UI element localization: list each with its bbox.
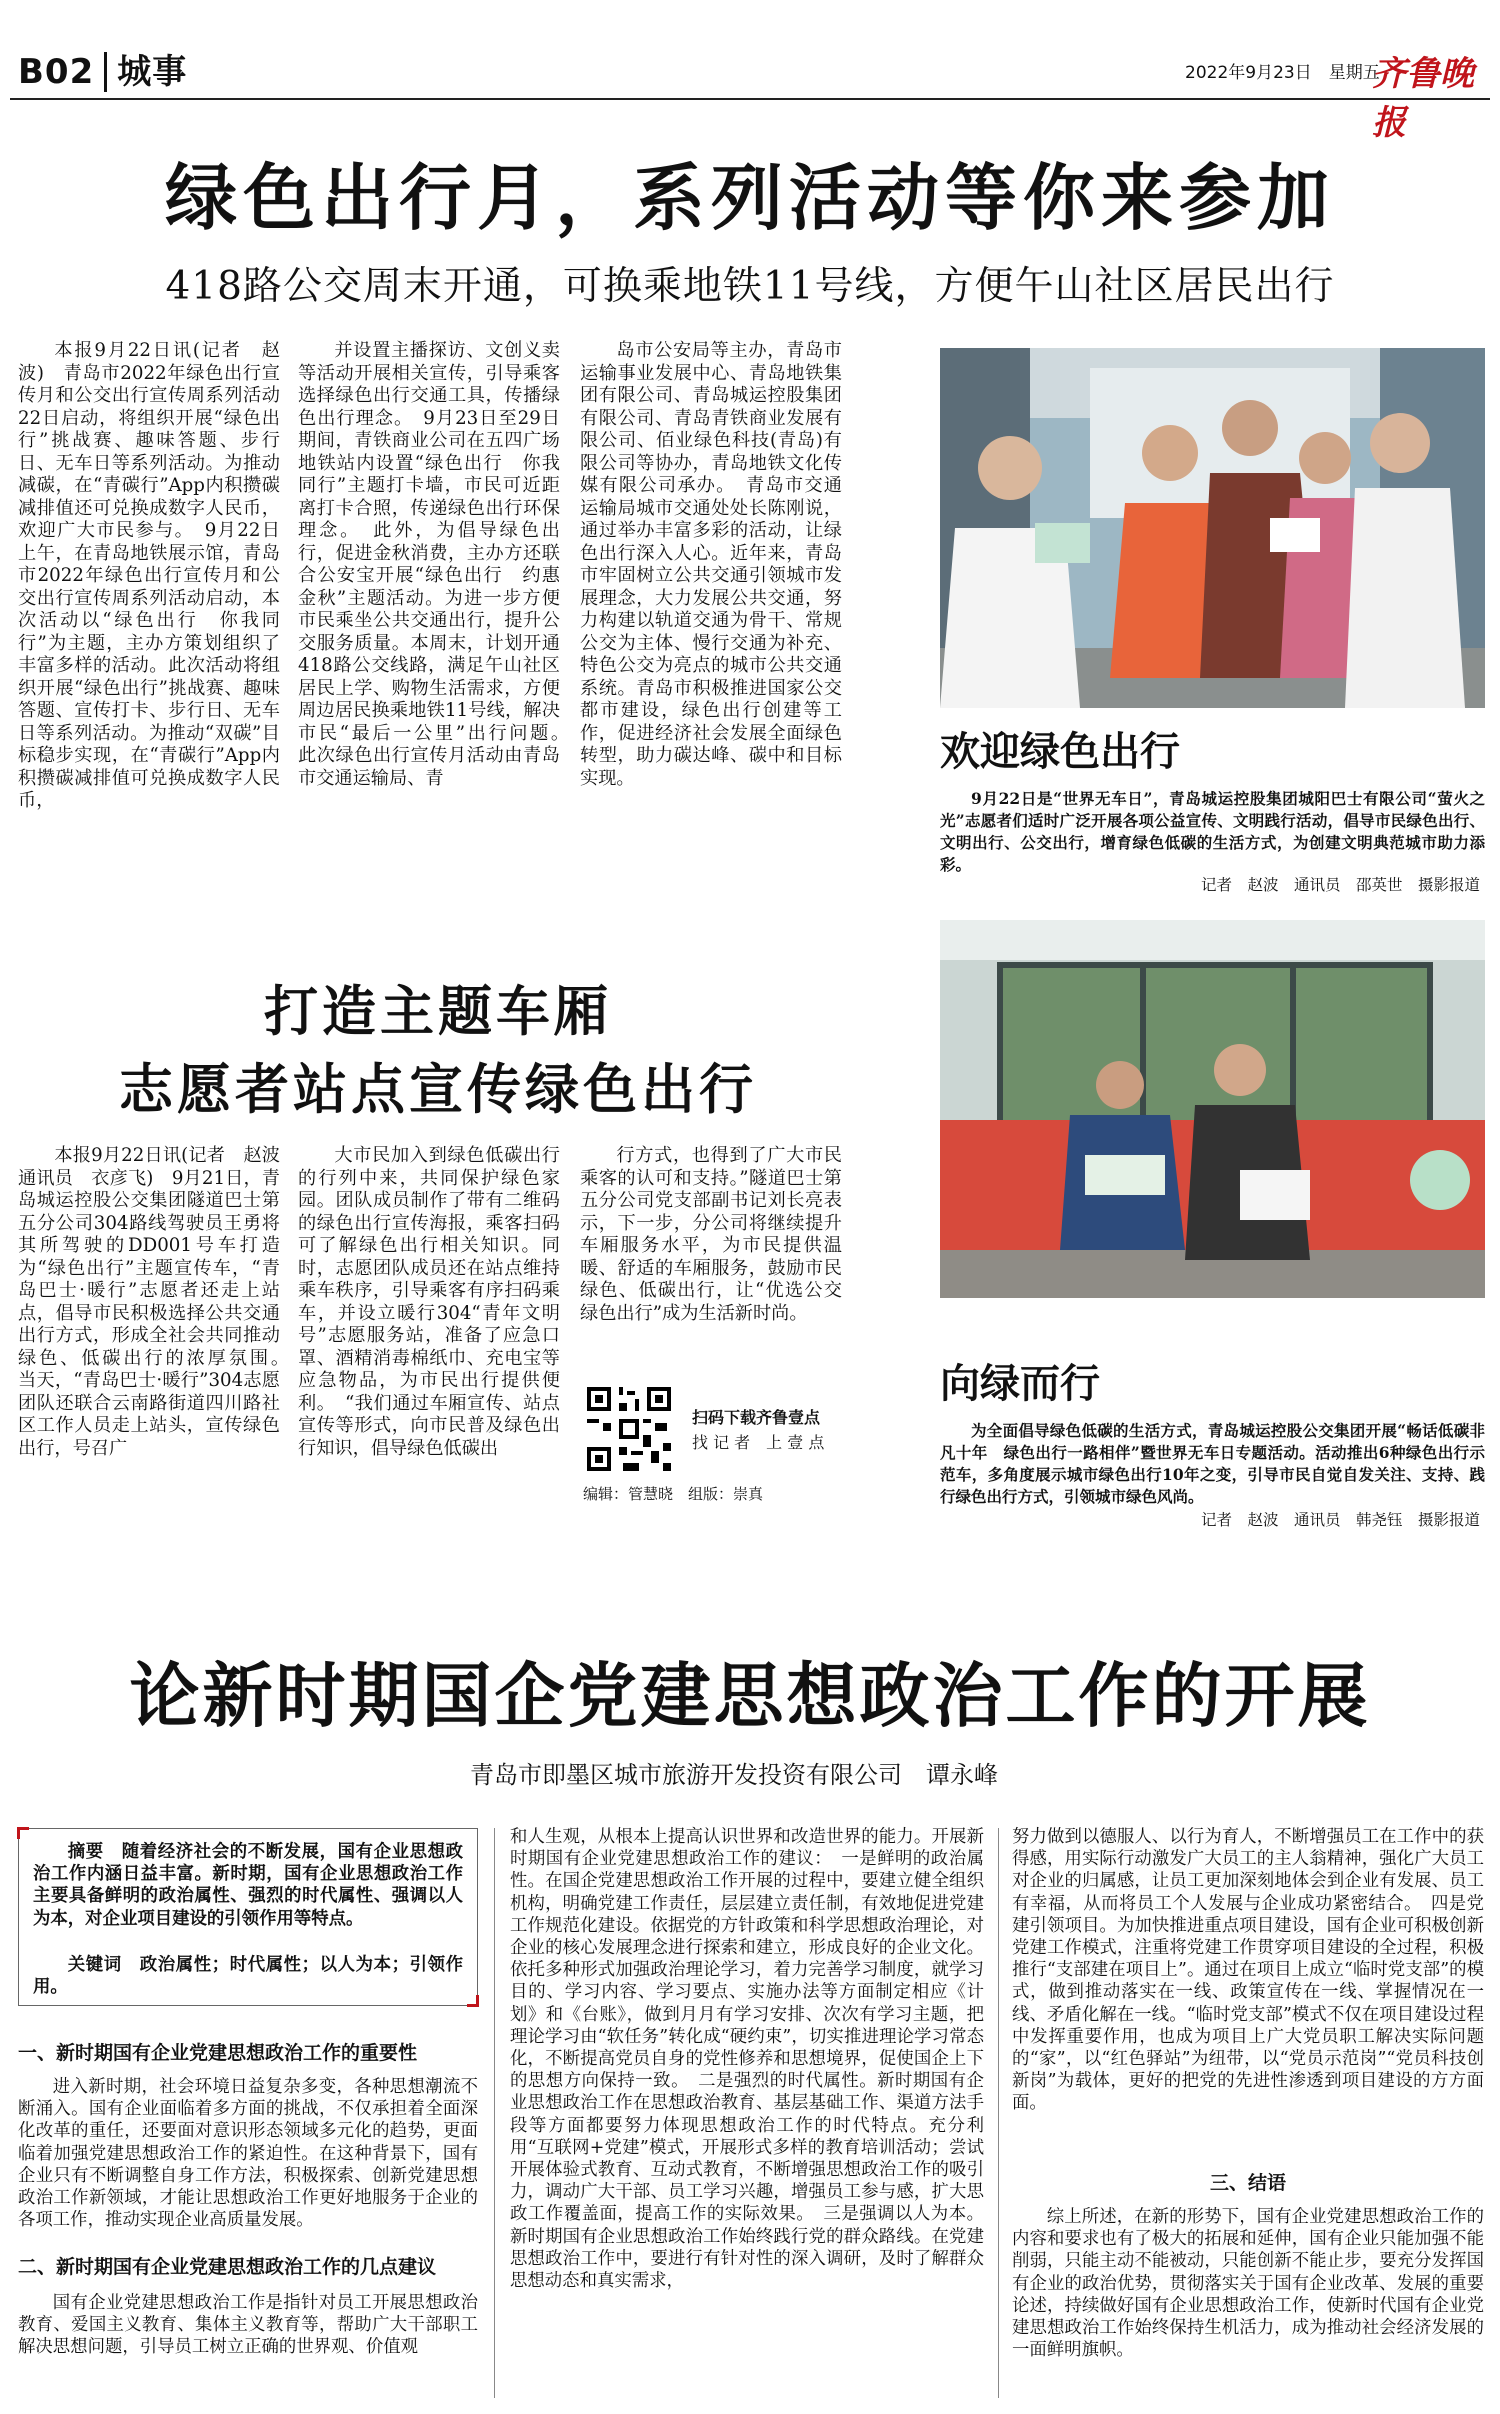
page-number: B02 — [18, 52, 107, 92]
abstract-text: 摘要 随着经济社会的不断发展，国有企业思想政治工作内涵日益丰富。新时期，国有企业思想政治工作主要具备鲜明的政治属性、强烈的时代属性、强调以人为本，对企业项目建设的引领作用等特点。 — [33, 1842, 463, 1929]
header-rule — [10, 98, 1490, 100]
article1-subheadline: 418路公交周末开通，可换乘地铁11号线，方便午山社区居民出行 — [165, 264, 1335, 309]
article3-column-3: 努力做到以德服人、以行为育人，不断增强员工在工作中的获得感，用实际行动激发广大员工的主人翁精神，强化广大员工对企业的归属感，让员工更加深刻地体会到企业有发展、员工有幸福，从而将员工个人发展与企业成功紧密结合。 四是党建引领项目。为加快推进重点项目建设，国有企业可积极创新党建工作模式，注重将党建工作贯穿项目建设的全过程，积极推行“支部建在项目上”。通过在项目上成立“临时党支部”的模式，做到推动落实在一线、政策宣传在一线、掌握情况在一线、矛盾化解在一线。“临时党支部”模式不仅在项目建设过程中发挥重要作用，也成为项目上广大党员职工解决实际问题的“家”，以“红色驿站”为纽带，以“党员示范岗”“党员科技创新岗”为载体，更好的把党的先进性渗透到项目建设的方方面面。 — [1012, 1827, 1484, 2114]
article3-headline: 论新时期国企党建思想政治工作的开展 — [129, 1654, 1371, 1737]
section-heading-2: 二、新时期国有企业党建思想政治工作的几点建议 — [18, 2256, 437, 2278]
article2-headline-line2: 志愿者站点宣传绿色出行 — [119, 1057, 757, 1121]
article1-column-1: 本报9月22日讯(记者 赵波) 青岛市2022年绿色出行宣传月和公交出行宣传周系列活动22日启动，将组织开展“绿色出行”挑战赛、趣味答题、步行日、无车日等系列活动。为推动减碳，在“青碳行”App内积攒碳减排值还可兑换成数字人民币，欢迎广大市民参与。 9月22日上午，在青岛地铁展示馆，青岛市2022年绿色出行宣传月和公交出行宣传周系列活动启动，本次活动以“绿色出行 你我同行”为主题，主办方策划组织了丰富多样的活动。此次活动将组织开展“绿色出行”挑战赛、趣味答题、宣传打卡、步行日、无车日等系列活动。为推动“双碳”目标稳步实现，在“青碳行”App内积攒碳减排值可兑换成数字人民币， — [18, 340, 280, 811]
article1-headline: 绿色出行月，系列活动等你来参加 — [164, 155, 1335, 240]
article2-headline — [18, 972, 858, 1128]
newspaper-logo: 齐鲁晚报 — [1372, 54, 1474, 143]
photo2-credit: 记者 赵波 通讯员 韩尧钰 摄影报道 — [1200, 1511, 1480, 1529]
column-divider — [494, 1828, 495, 2398]
article1-column-2: 并设置主播探访、文创义卖等活动开展相关宣传，引导乘客选择绿色出行交通工具，传播绿色出行理念。 9月23日至29日期间，青铁商业公司在五四广场地铁站内设置“绿色出行 你我同行”主题打卡墙，市民可近距离打卡合照，传递绿色出行环保理念。 此外，为倡导绿色出行，促进金秋消费，主办方还联合公安宝开展“绿色出行 约惠金秋”主题活动。为进一步方便市民乘坐公共交通出行，提升公交服务质量。本周末，计划开通418路公交线路，满足午山社区居民上学、购物生活需求，方便周边居民换乘地铁11号线，解决市民“最后一公里”出行问题。 此次绿色出行宣传月活动由青岛市交通运输局、青 — [298, 340, 579, 789]
photo-bus-interior — [940, 920, 1485, 1298]
article2-column-2: 大市民加入到绿色低碳出行的行列中来，共同保护绿色家园。团队成员制作了带有二维码的绿色出行宣传海报，乘客扫码可了解绿色出行相关知识。同时，志愿团队成员还在站点维持乘车秩序，引导乘客有序扫码乘车，并设立暖行304“青年文明号”志愿服务站，准备了应急口罩、酒精消毒棉纸巾、充电宝等应急物品，为市民出行提供便利。 “我们通过车厢宣传、站点宣传等形式，向市民普及绿色出行知识，倡导绿色低碳出 — [298, 1145, 560, 1459]
photo2-caption: 为全面倡导绿色低碳的生活方式，青岛城运控股公交集团开展“畅话低碳非凡十年 绿色出行一路相伴”暨世界无车日专题活动。活动推出6种绿色出行示范车，多角度展示城市绿色出行10年之变，引导市民自觉自发关注、支持、践行绿色出行方式，引领城市绿色风尚。 — [940, 1421, 1485, 1506]
photo1-title: 欢迎绿色出行 — [940, 728, 1180, 775]
column-divider — [998, 1828, 999, 2398]
box-corner — [17, 1827, 29, 1839]
photo2-title: 向绿而行 — [940, 1360, 1100, 1407]
qr-label-download: 扫码下载齐鲁壹点 — [692, 1408, 821, 1427]
photo1-credit: 记者 赵波 通讯员 邵英世 摄影报道 — [1200, 876, 1480, 894]
article3-author: 青岛市即墨区城市旅游开发投资有限公司 谭永峰 — [470, 1761, 998, 1789]
section-name: 城事 — [117, 52, 188, 92]
article3-para-1: 进入新时期，社会环境日益复杂多变，各种思想潮流不断涌入。国有企业面临着多方面的挑战，不仅承担着全面深化改革的重任，还要面对意识形态领域多元化的趋势，更面临着加强党建思想政治工作的紧迫性。在这种背景下，国有企业只有不断调整自身工作方法，积极探索、创新党建思想政治工作新领域，才能让思想政治工作更好地服务于企业的各项工作，推动实现企业高质量发展。 — [18, 2077, 478, 2231]
article3-para-3: 综上所述，在新的形势下，国有企业党建思想政治工作的内容和要求也有了极大的拓展和延伸，国有企业只能加强不能削弱，只能主动不能被动，只能创新不能止步，要充分发挥国有企业的政治优势，贯彻落实关于国有企业改革、发展的重要论述，持续做好国有企业思想政治工作，使新时代国有企业党建思想政治工作始终保持生机活力，成为推动社会经济发展的一面鲜明旗帜。 — [1012, 2207, 1484, 2361]
abstract-box — [18, 1828, 478, 2006]
section-heading-1: 一、新时期国有企业党建思想政治工作的重要性 — [18, 2042, 418, 2064]
photo-volunteers-bus-stop — [940, 348, 1485, 708]
article2-column-3: 行方式，也得到了广大市民乘客的认可和支持。”隧道巴士第五分公司党支部副书记刘长亮表示，下一步，分公司将继续提升车厢服务水平，为市民提供温暖、舒适的车厢服务，鼓励市民绿色、低碳出行，让“优选公交 绿色出行”成为生活新时尚。 — [580, 1145, 861, 1324]
article3-para-2: 国有企业党建思想政治工作是指针对员工开展思想政治教育、爱国主义教育、集体主义教育等，帮助广大干部职工解决思想问题，引导员工树立正确的世界观、价值观 — [18, 2293, 478, 2358]
qr-code-icon[interactable] — [583, 1383, 675, 1475]
article2-column-1: 本报9月22日讯(记者 赵波 通讯员 衣彦飞) 9月21日，青岛城运控股公交集团隧道巴士第五分公司304路线驾驶员王勇将其所驾驶的DD001号车打造为“绿色出行”主题宣传车，“青岛巴士·暖行”志愿者还走上站点，倡导市民积极选择公共交通出行方式，形成全社会共同推动绿色、低碳出行的浓厚氛围。 当天，“青岛巴士·暖行”304志愿团队还联合云南路街道四川路社区工作人员走上站头，宣传绿色出行，号召广 — [18, 1145, 299, 1459]
editor-credit: 编辑：管慧晓 组版：崇真 — [583, 1485, 764, 1503]
keywords-text: 关键词 政治属性；时代属性；以人为本；引领作用。 — [33, 1955, 463, 1998]
article3-column-2: 和人生观，从根本上提高认识世界和改造世界的能力。开展新时期国有企业党建思想政治工作的建议： 一是鲜明的政治属性。在国企党建思想政治工作开展的过程中，要建立健全组织机构，明确党建工作责任，层层建立责任制，有效地促进党建工作规范化建设。依据党的方针政策和科学思想政治理论，对企业的核心发展理念进行探索和建立，形成良好的企业文化。依托多种形式加强政治理论学习，着力完善学习制度，就学习目的、学习内容、学习要点、实施办法等方面制定相应《计划》和《台账》，做到月月有学习安排、次次有学习主题，把理论学习由“软任务”转化成“硬约束”，切实推进理论学习常态化，不断提高党员自身的党性修养和思想境界，促使国企上下的思想方向保持一致。 二是强烈的时代属性。新时期国有企业思想政治工作在思想政治教育、基层基础工作、渠道方法手段等方面都要努力体现思想政治工作的时代特点。充分利用“互联网+党建”模式，开展形式多样的教育培训活动；尝试开展体验式教育、互动式教育，不断增强思想政治工作的吸引力，调动广大干部、员工学习兴趣，增强员工参与感，扩大思政工作覆盖面，提高工作的实际效果。 三是强调以人为本。新时期国有企业思想政治工作始终践行党的群众路线。在党建思想政治工作中，要进行有针对性的深入调研，及时了解群众思想动态和真实需求， — [510, 1827, 984, 2292]
article1-column-3: 岛市公安局等主办，青岛市运输事业发展中心、青岛地铁集团有限公司、青岛城运控股集团有限公司、青岛青铁商业发展有限公司、佰业绿色科技(青岛)有限公司等协办，青岛地铁文化传媒有限公司承办。 青岛市交通运输局城市交通处处长陈刚说，通过举办丰富多彩的活动，让绿色出行深入人心。近年来，青岛市牢固树立公共交通引领城市发展理念，大力发展公共交通，努力构建以轨道交通为骨干、常规公交为主体、慢行交通为补充、特色公交为亮点的城市公共交通系统。青岛市积极推进国家公交都市建设，绿色出行创建等工作，促进经济社会发展全面绿色转型，助力碳达峰、碳中和目标实现。 — [580, 340, 842, 789]
qr-label-reporter: 找 记 者 上 壹 点 — [692, 1433, 825, 1452]
box-corner — [467, 1995, 479, 2007]
photo1-caption: 9月22日是“世界无车日”，青岛城运控股集团城阳巴士有限公司“萤火之光”志愿者们适时广泛开展各项公益宣传、文明践行活动，倡导市民绿色出行、文明出行、公交出行，增育绿色低碳的生活方式，为创建文明典范城市助力添彩。 — [940, 789, 1485, 874]
article2-headline-line1: 打造主题车厢 — [264, 979, 612, 1043]
page-section-header — [18, 44, 187, 93]
section-heading-3: 三、结语 — [1210, 2172, 1287, 2194]
issue-date: 2022年9月23日 星期五 — [1185, 63, 1380, 83]
